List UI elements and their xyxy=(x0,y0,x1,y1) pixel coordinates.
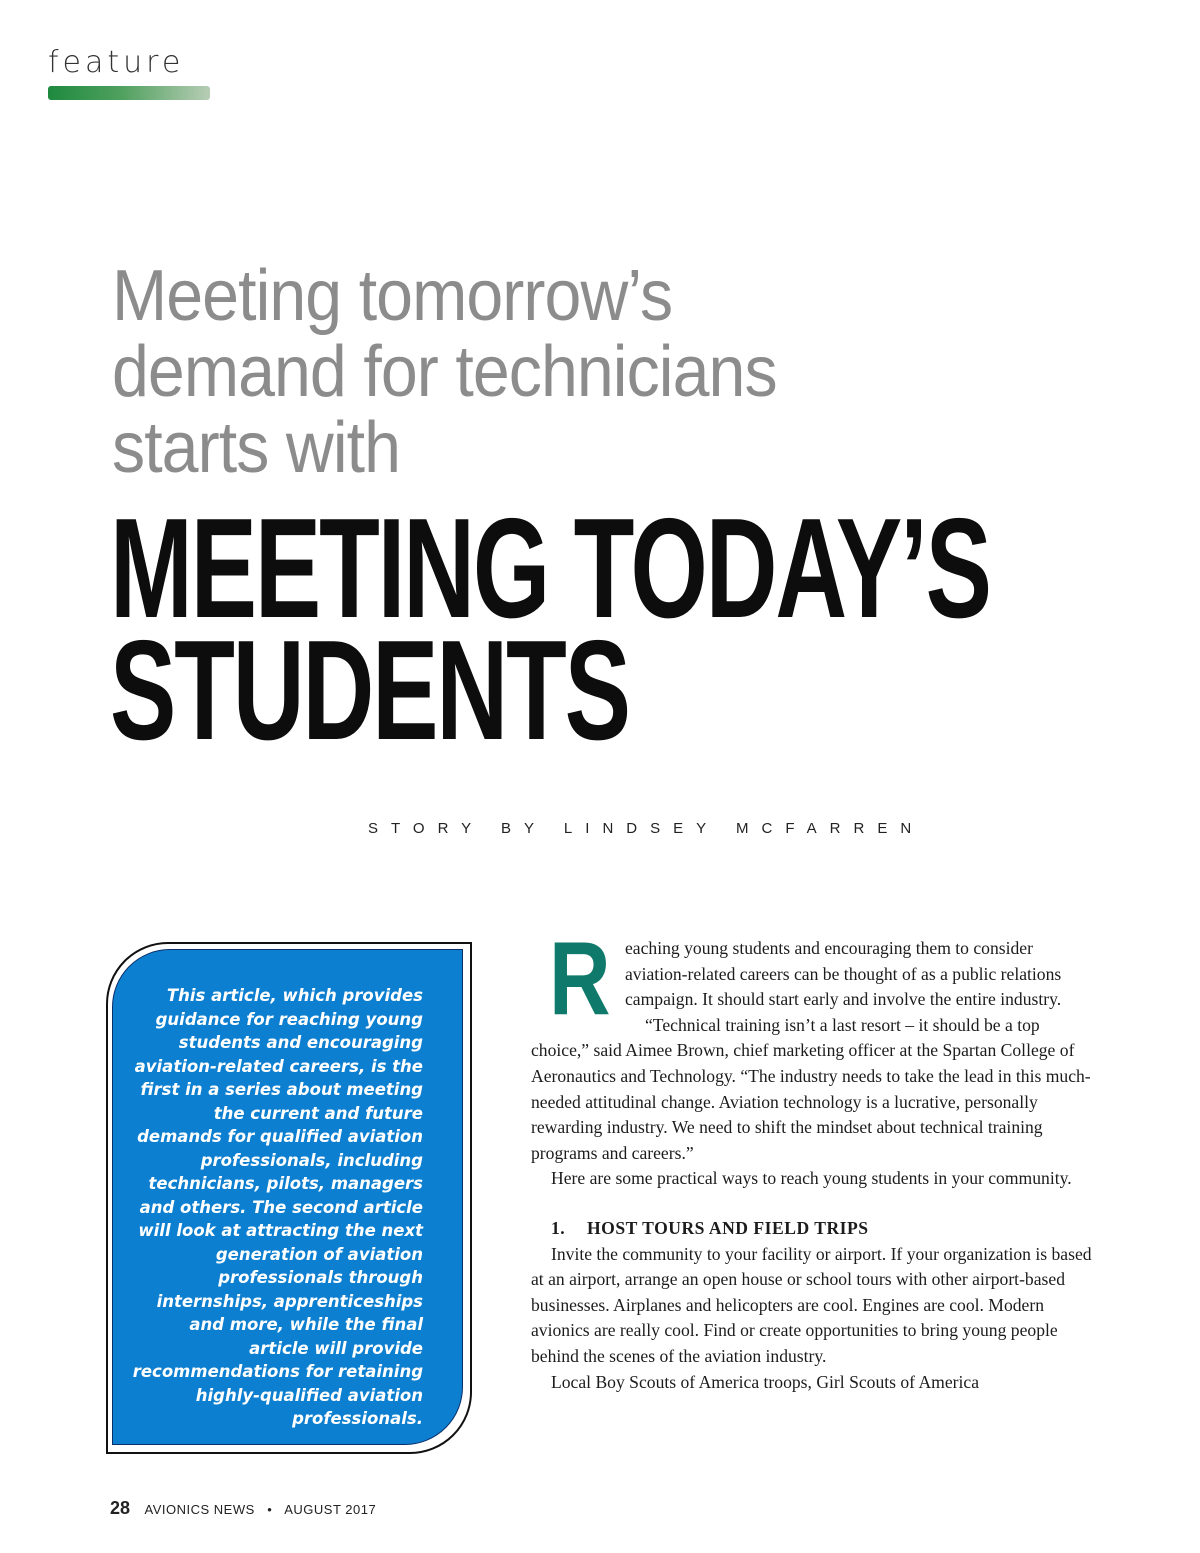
sidebar-text: This article, which provides guidance for reaching young students and encouraging aviation-related careers, is the first in a series about meeting the current and future demands for qualified aviation professionals, including technicians, pilots, managers and others. The second article will look at attracting the next generation of aviation professionals through internships, apprenticeships and more, while the final article will provide recommendations for retaining highly-qualified aviation professionals. xyxy=(132,986,423,1428)
section-accent-bar xyxy=(48,86,210,100)
body-paragraph: Local Boy Scouts of America troops, Girl Scouts of America xyxy=(551,1371,980,1392)
issue-date: AUGUST 2017 xyxy=(284,1502,377,1517)
body-paragraph: “Technical training isn’t a last resort – it should be a top choice,” said Aimee Brown, chief marketing officer at the Spartan College of Aeronautics and Technology. “The industry needs to take the lead in this much-needed attitudinal change. Aviation technology is a lucrative, personally rewarding industry. We need to shift the mindset about technical training programs and careers.” xyxy=(531,1014,1091,1163)
footer-separator: • xyxy=(267,1502,272,1517)
headline-main xyxy=(110,489,990,770)
intro-paragraph: eaching young students and encouraging them to consider aviation-related careers can be thought of as a public relations campaign. It should start early and involve the entire industry. xyxy=(625,938,1062,1010)
section-heading xyxy=(551,1216,1097,1242)
headline-main-line: MEETING TODAY’S xyxy=(110,489,990,648)
page-number: 28 xyxy=(110,1498,131,1518)
headline-lead-line: demand for technicians xyxy=(112,332,777,412)
body-paragraph: Invite the community to your facility or airport. If your organization is based at an airport, arrange an open house or school tours with other airport-based businesses. Airplanes and helicopters are cool. Engines are cool. Modern avionics are really cool. Find or create opportunities to bring young people behind the scenes of the aviation industry. xyxy=(531,1243,1092,1366)
section-heading-text: HOST TOURS AND FIELD TRIPS xyxy=(587,1217,869,1238)
headline-main-line: STUDENTS xyxy=(110,611,629,770)
body-paragraph: Here are some practical ways to reach young students in your community. xyxy=(551,1168,1072,1189)
section-label: feature xyxy=(48,45,185,80)
headline-lead xyxy=(112,258,1032,486)
byline-text: STORY BY LINDSEY MCFARREN xyxy=(368,820,925,837)
section-number: 1. xyxy=(551,1217,566,1238)
drop-cap: R xyxy=(549,921,611,1037)
headline-lead-line: Meeting tomorrow’s xyxy=(112,256,673,336)
article-body xyxy=(531,921,1097,1395)
magazine-name: AVIONICS NEWS xyxy=(144,1502,255,1517)
page-footer xyxy=(110,1498,376,1519)
headline-lead-line: starts with xyxy=(112,408,401,488)
